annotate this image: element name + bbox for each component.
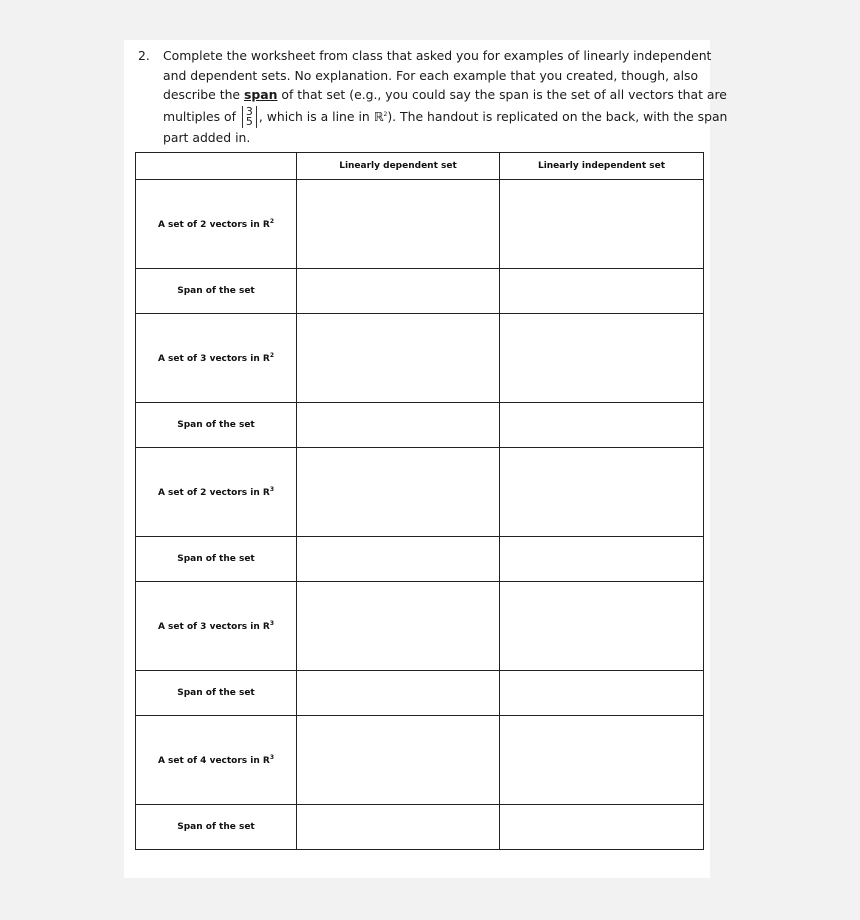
header-empty-cell [136, 153, 297, 180]
dependent-span-cell[interactable] [297, 671, 500, 716]
question-number: 2. [138, 48, 150, 63]
table-row [136, 671, 704, 716]
header-dependent: Linearly dependent set [297, 153, 500, 180]
table-row [136, 269, 704, 314]
span-label: Span of the set [136, 805, 297, 850]
independent-answer-cell[interactable] [500, 314, 704, 403]
independent-answer-cell[interactable] [500, 180, 704, 269]
dependent-answer-cell[interactable] [297, 582, 500, 671]
independent-span-cell[interactable] [500, 537, 704, 582]
set-label: A set of 2 vectors in $R^2$ [136, 180, 297, 269]
table-row [136, 716, 704, 805]
table-header-row [136, 153, 704, 180]
independent-answer-cell[interactable] [500, 448, 704, 537]
independent-span-cell[interactable] [500, 269, 704, 314]
span-label: Span of the set [136, 671, 297, 716]
worksheet-table [135, 152, 704, 850]
question-text [163, 46, 736, 148]
table-row [136, 403, 704, 448]
table-row [136, 448, 704, 537]
set-label: A set of 3 vectors in $R^2$ [136, 314, 297, 403]
span-label: Span of the set [136, 269, 297, 314]
independent-answer-cell[interactable] [500, 582, 704, 671]
span-word: span [244, 87, 278, 102]
table-row [136, 537, 704, 582]
span-label: Span of the set [136, 403, 297, 448]
column-vector [242, 106, 257, 128]
set-label: A set of 4 vectors in $R^3$ [136, 716, 297, 805]
dependent-answer-cell[interactable] [297, 448, 500, 537]
dependent-answer-cell[interactable] [297, 180, 500, 269]
dependent-span-cell[interactable] [297, 269, 500, 314]
independent-span-cell[interactable] [500, 671, 704, 716]
table-row [136, 180, 704, 269]
independent-span-cell[interactable] [500, 403, 704, 448]
span-label: Span of the set [136, 537, 297, 582]
set-label: A set of 2 vectors in $R^3$ [136, 448, 297, 537]
table-row [136, 805, 704, 850]
dependent-span-cell[interactable] [297, 537, 500, 582]
question-text-part4: ). The handout is replicated on the back, with the span part added in. [163, 108, 728, 146]
question-text-part2: of that set (e.g., you could say the span is the set of all vectors that are multiples of [163, 87, 727, 124]
question-text-part3: , which is a line in ℝ [258, 108, 384, 124]
vector-top: 3 [245, 105, 253, 119]
set-label: A set of 3 vectors in $R^3$ [136, 582, 297, 671]
independent-span-cell[interactable] [500, 805, 704, 850]
table-row [136, 582, 704, 671]
header-independent: Linearly independent set [500, 153, 704, 180]
dependent-span-cell[interactable] [297, 403, 500, 448]
table-row [136, 314, 704, 403]
dependent-answer-cell[interactable] [297, 716, 500, 805]
dependent-span-cell[interactable] [297, 805, 500, 850]
independent-answer-cell[interactable] [500, 716, 704, 805]
dependent-answer-cell[interactable] [297, 314, 500, 403]
vector-bottom: 5 [245, 115, 253, 129]
question-prompt [138, 46, 736, 148]
question-exponent: 2 [383, 110, 388, 118]
question-text-part1: Complete the worksheet from class that asked you for examples of linearly independent and dependent sets. No explanation. For each example that you created, though, also describe the [163, 48, 712, 102]
